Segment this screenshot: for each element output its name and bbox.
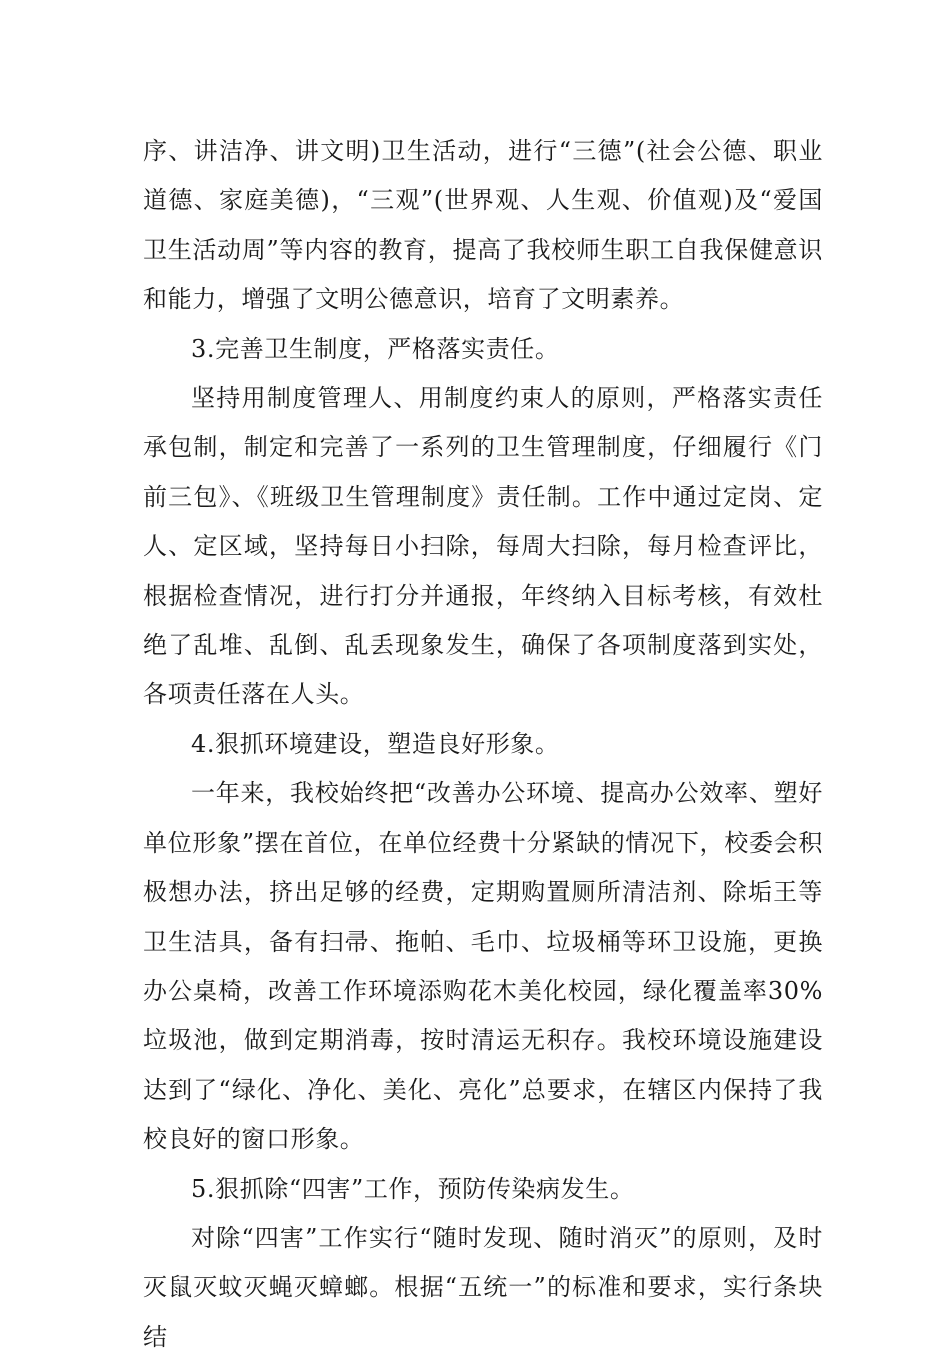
paragraph-four-pests: 对除“四害”工作实行“随时发现、随时消灭”的原则，及时灭鼠灭蚊灭蝇灭蟑螂。根据“五统一”的标准和要求，实行条块结 — [143, 1223, 823, 1351]
paragraph-continued: 序、讲洁净、讲文明)卫生活动，进行“三德”(社会公德、职业道德、家庭美德)，“三观”(世界观、人生观、价值观)及“爱国卫生活动周”等内容的教育，提高了我校师生职工自我保健意识和能力，增强了文明公德意识，培育了文明素养。 — [143, 137, 823, 314]
paragraph-environment: 一年来，我校始终把“改善办公环境、提高办公效率、塑好单位形象”摆在首位，在单位经费十分紧缺的情况下，校委会积极想办法，挤出足够的经费，定期购置厕所清洁剂、除垢王等卫生洁具，备有扫帚、拖帕、毛巾、垃圾桶等环卫设施，更换办公桌椅，改善工作环境添购花木美化校园，绿化覆盖率30%垃圾池，做到定期消毒，按时清运无积存。我校环境设施建设达到了“绿化、净化、美化、亮化”总要求，在辖区内保持了我校良好的窗口形象。 — [143, 779, 823, 1154]
paragraph-hygiene-system: 坚持用制度管理人、用制度约束人的原则，严格落实责任承包制，制定和完善了一系列的卫生管理制度，仔细履行《门前三包》、《班级卫生管理制度》责任制。工作中通过定岗、定人、定区域，坚持每日小扫除，每周大扫除，每月检查评比，根据检查情况，进行打分并通报，年终纳入目标考核，有效杜绝了乱堆、乱倒、乱丢现象发生，确保了各项制度落到实处，各项责任落在人头。 — [143, 384, 823, 709]
section-heading-4: 4.狠抓环境建设，塑造良好形象。 — [191, 729, 560, 758]
section-heading-5: 5.狠抓除“四害”工作，预防传染病发生。 — [191, 1174, 635, 1203]
document-body — [143, 127, 823, 1362]
section-heading-3: 3.完善卫生制度，严格落实责任。 — [191, 334, 560, 363]
